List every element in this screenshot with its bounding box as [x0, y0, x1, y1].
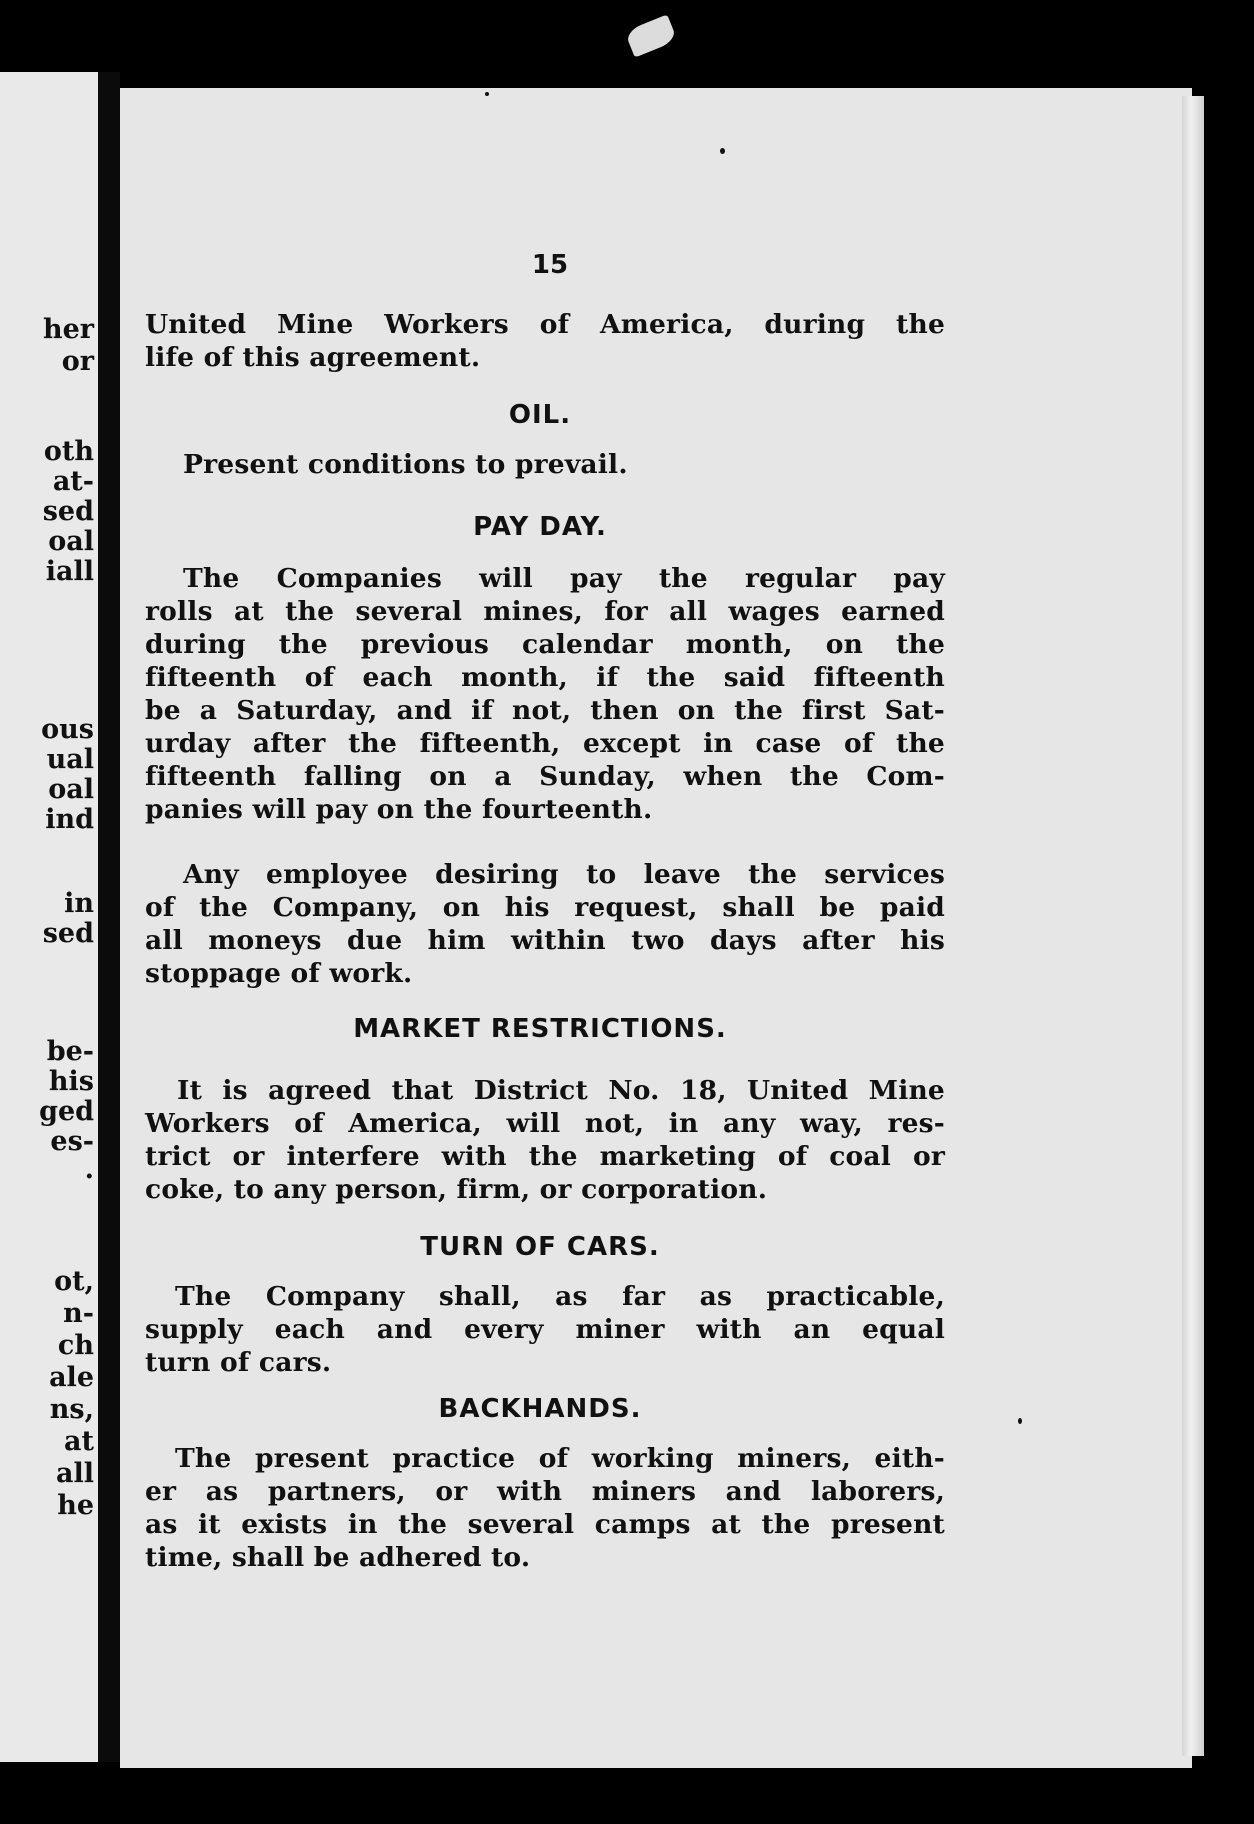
- oil-paragraph: [183, 448, 883, 481]
- market-restrictions-paragraph: [145, 1074, 945, 1206]
- ink-speck: [485, 92, 489, 96]
- text-line: stoppage of work.: [145, 958, 413, 989]
- left-fragment-line: .: [84, 1154, 94, 1185]
- text-line: trict or interfere with the marketing of coal or: [145, 1141, 945, 1172]
- left-fragment-line: oth: [43, 436, 94, 467]
- text-line: United Mine Workers of America, during the: [145, 309, 945, 340]
- text-line: life of this agreement.: [145, 342, 481, 373]
- left-fragment-line: n-: [63, 1298, 94, 1329]
- page-number: 15: [531, 250, 569, 280]
- book-gutter: [98, 72, 120, 1762]
- left-fragment-line: iall: [45, 556, 94, 587]
- text-line: be a Saturday, and if not, then on the first Sat-: [145, 695, 945, 726]
- text-line: The Companies will pay the regular pay: [183, 563, 945, 594]
- ink-speck: [1018, 1418, 1022, 1424]
- left-fragment-line: ged: [39, 1096, 94, 1127]
- left-fragment-line: ns,: [49, 1394, 94, 1425]
- section-heading-turn-of-cars: TURN OF CARS.: [420, 1232, 660, 1262]
- text-line: The present practice of working miners, eith-: [175, 1443, 945, 1474]
- left-fragment-line: her: [42, 314, 94, 345]
- text-line: fifteenth falling on a Sunday, when the Com-: [145, 761, 945, 792]
- pay-day-paragraph-1: [145, 562, 945, 826]
- left-fragment-line: ous: [41, 714, 94, 745]
- left-page-fragment: [0, 72, 98, 1762]
- left-fragment-line: ch: [57, 1330, 94, 1361]
- section-heading-backhands: BACKHANDS.: [438, 1394, 642, 1424]
- text-line: all moneys due him within two days after his: [145, 925, 945, 956]
- left-fragment-line: all: [55, 1458, 94, 1489]
- section-heading-oil: OIL.: [508, 400, 572, 430]
- pay-day-paragraph-2: [145, 858, 945, 990]
- left-fragment-line: sed: [42, 918, 94, 949]
- text-line: The Company shall, as far as practicable,: [175, 1281, 945, 1312]
- text-line: Present conditions to prevail.: [183, 449, 628, 480]
- text-line: Any employee desiring to leave the services: [183, 859, 945, 890]
- left-fragment-line: es-: [50, 1126, 94, 1157]
- text-line: urday after the fifteenth, except in case of the: [145, 728, 945, 759]
- left-fragment-line: in: [64, 888, 94, 919]
- section-heading-market-restrictions: MARKET RESTRICTIONS.: [353, 1014, 727, 1044]
- text-line: of the Company, on his request, shall be paid: [145, 892, 945, 923]
- text-line: rolls at the several mines, for all wages earned: [145, 596, 945, 627]
- left-fragment-line: be-: [46, 1036, 94, 1067]
- text-line: er as partners, or with miners and laborers,: [145, 1476, 945, 1507]
- section-heading-pay-day: PAY DAY.: [473, 512, 607, 542]
- stamp-mark: [624, 14, 677, 57]
- text-line: during the previous calendar month, on the: [145, 629, 945, 660]
- text-line: supply each and every miner with an equal: [145, 1314, 945, 1345]
- left-fragment-line: his: [48, 1066, 94, 1097]
- left-fragment-line: ale: [49, 1362, 94, 1393]
- left-fragment-line: ual: [46, 744, 94, 775]
- turn-of-cars-paragraph: [145, 1280, 945, 1379]
- ink-speck: [720, 148, 725, 154]
- left-fragment-line: ind: [45, 804, 94, 835]
- left-fragment-line: oal: [48, 774, 94, 805]
- intro-paragraph: [145, 308, 945, 374]
- left-fragment-line: he: [57, 1490, 94, 1521]
- left-fragment-line: sed: [42, 496, 94, 527]
- left-fragment-line: at: [64, 1426, 94, 1457]
- text-line: It is agreed that District No. 18, United Mine: [177, 1075, 945, 1106]
- text-line: panies will pay on the fourteenth.: [145, 794, 653, 825]
- text-line: as it exists in the several camps at the present: [145, 1509, 945, 1540]
- left-fragment-line: at-: [52, 466, 94, 497]
- left-fragment-line: oal: [48, 526, 94, 557]
- text-line: turn of cars.: [145, 1347, 332, 1378]
- text-line: time, shall be adhered to.: [145, 1542, 531, 1573]
- left-fragment-line: ot,: [54, 1266, 94, 1297]
- text-line: Workers of America, will not, in any way, res-: [145, 1108, 945, 1139]
- page-edge: [1182, 96, 1204, 1756]
- backhands-paragraph: [145, 1442, 945, 1574]
- left-fragment-line: or: [61, 346, 94, 377]
- text-line: coke, to any person, firm, or corporation.: [145, 1174, 768, 1205]
- text-line: fifteenth of each month, if the said fifteenth: [145, 662, 945, 693]
